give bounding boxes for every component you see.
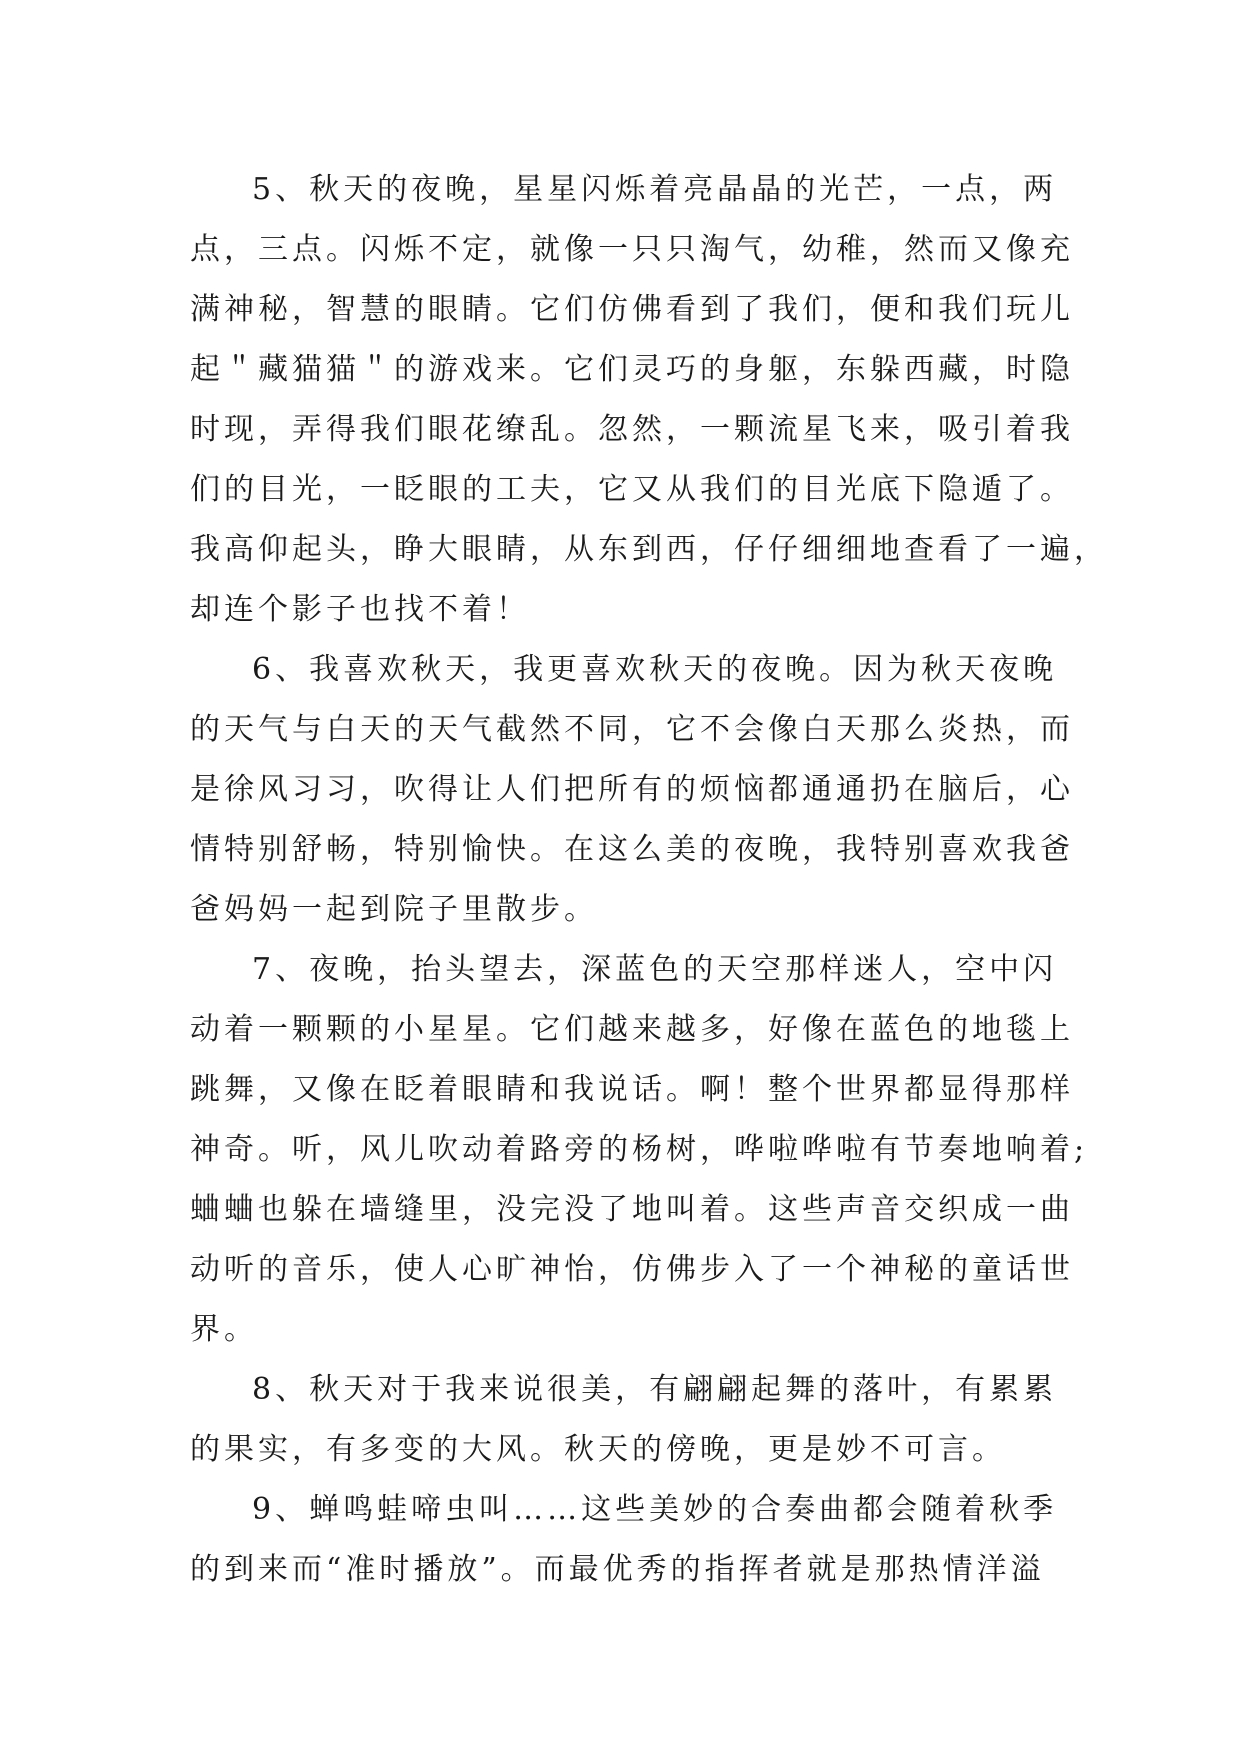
- text-line: 跳舞，又像在眨着眼睛和我说话。啊！整个世界都显得那样: [190, 1072, 1074, 1107]
- text-line: 9、蝉鸣蛙啼虫叫……这些美妙的合奏曲都会随着秋季: [252, 1492, 1058, 1527]
- text-line: 6、我喜欢秋天，我更喜欢秋天的夜晚。因为秋天夜晚: [252, 652, 1058, 687]
- text-line: 界。: [190, 1312, 258, 1347]
- text-line: 的到来而“准时播放”。而最优秀的指挥者就是那热情洋溢: [190, 1552, 1045, 1587]
- text-line: 却连个影子也找不着！: [190, 592, 530, 627]
- text-line: 5、秋天的夜晚，星星闪烁着亮晶晶的光芒，一点，两: [252, 172, 1058, 207]
- text-line: 8、秋天对于我来说很美，有翩翩起舞的落叶，有累累: [252, 1372, 1058, 1407]
- text-line: 情特别舒畅，特别愉快。在这么美的夜晚，我特别喜欢我爸: [190, 832, 1074, 867]
- text-line: 7、夜晚，抬头望去，深蓝色的天空那样迷人，空中闪: [252, 952, 1058, 987]
- text-line: 动听的音乐，使人心旷神怡，仿佛步入了一个神秘的童话世: [190, 1252, 1074, 1287]
- paragraph-9: [190, 1480, 1060, 1600]
- text-line: 们的目光，一眨眼的工夫，它又从我们的目光底下隐遁了。: [190, 472, 1074, 507]
- paragraph-8: [190, 1360, 1060, 1480]
- text-line: 的天气与白天的天气截然不同，它不会像白天那么炎热，而: [190, 712, 1074, 747]
- text-line: 时现，弄得我们眼花缭乱。忽然，一颗流星飞来，吸引着我: [190, 412, 1074, 447]
- text-line: 爸妈妈一起到院子里散步。: [190, 892, 598, 927]
- text-line: 起＂藏猫猫＂的游戏来。它们灵巧的身躯，东躲西藏，时隐: [190, 352, 1074, 387]
- paragraph-6: [190, 640, 1074, 940]
- text-line: 动着一颗颗的小星星。它们越来越多，好像在蓝色的地毯上: [190, 1012, 1074, 1047]
- text-line: 的果实，有多变的大风。秋天的傍晚，更是妙不可言。: [190, 1432, 1006, 1467]
- text-line: 满神秘，智慧的眼睛。它们仿佛看到了我们，便和我们玩儿: [190, 292, 1074, 327]
- text-line: 蛐蛐也躲在墙缝里，没完没了地叫着。这些声音交织成一曲: [190, 1192, 1074, 1227]
- text-line: 是徐风习习，吹得让人们把所有的烦恼都通通扔在脑后，心: [190, 772, 1074, 807]
- text-line: 点，三点。闪烁不定，就像一只只淘气，幼稚，然而又像充: [190, 232, 1074, 267]
- document-body: [190, 160, 1108, 1600]
- text-line: 神奇。听，风儿吹动着路旁的杨树，哗啦哗啦有节奏地响着;: [190, 1132, 1089, 1167]
- paragraph-7: [190, 940, 1089, 1360]
- text-line: 我高仰起头，睁大眼睛，从东到西，仔仔细细地查看了一遍，: [190, 532, 1108, 567]
- paragraph-5: [190, 160, 1108, 640]
